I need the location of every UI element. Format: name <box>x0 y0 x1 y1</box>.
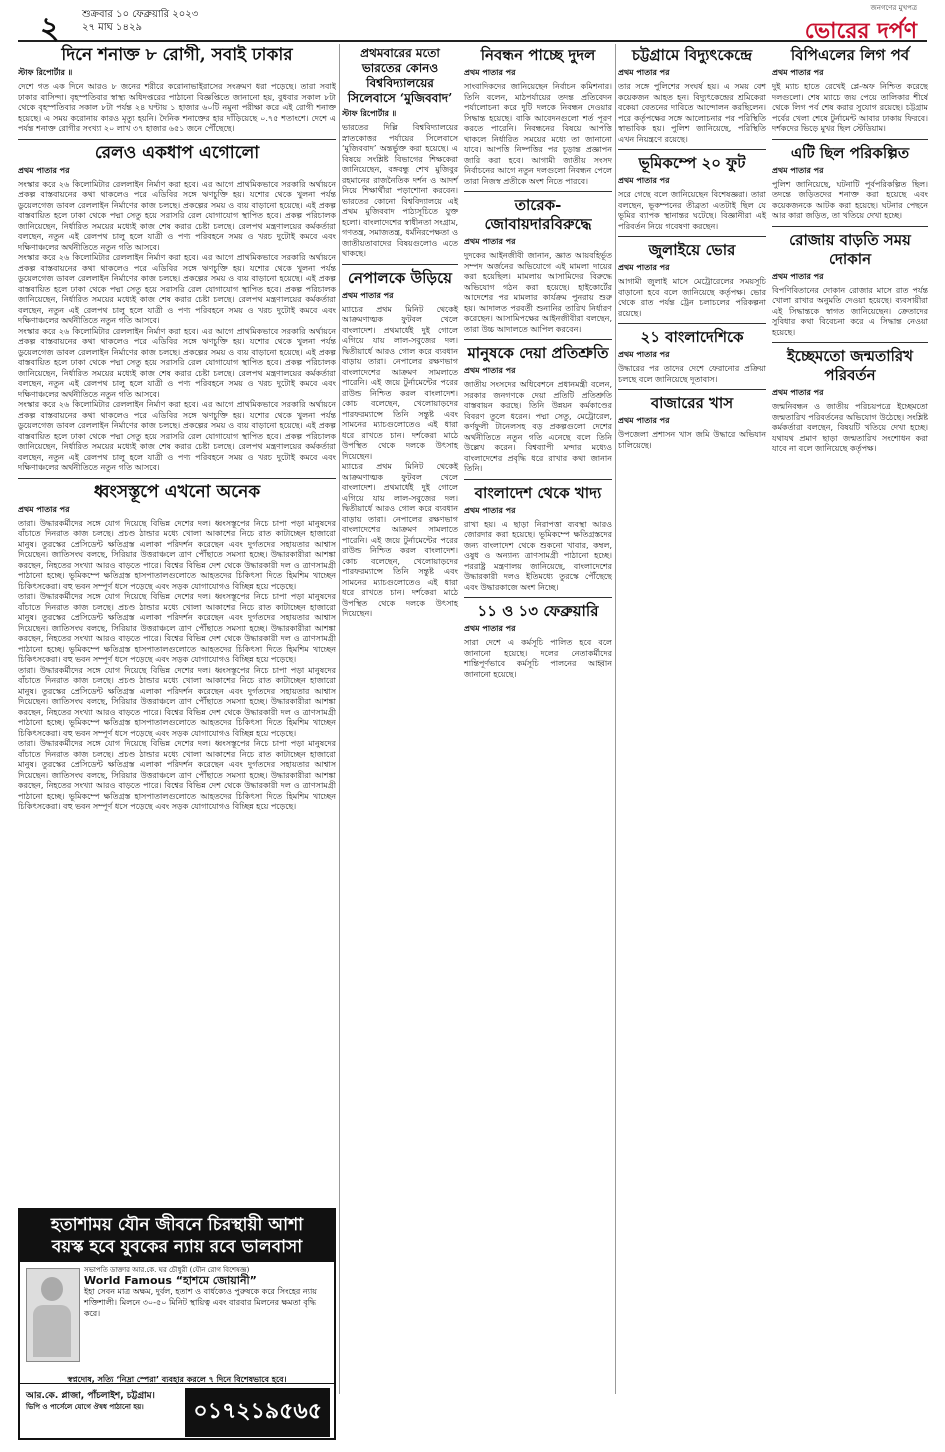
right-subcolumn-a <box>618 44 766 451</box>
article-body: আগামী জুলাই মাসে মেট্রোরেলের সময়সূচি বাড়ানো হবে বলে জানিয়েছে কর্তৃপক্ষ। ভোর থেকে রাত পর্যন্ত ট্রেন চলাচলের পরিকল্পনা রয়েছে। <box>618 277 766 318</box>
byline: প্রথম পাতার পর <box>618 68 670 77</box>
ad-phone: ০১৭২১৯৫৬৫ <box>185 1388 330 1437</box>
article-body: ম্যাচের প্রথম মিনিট থেকেই আক্রমণাত্মক ফুটবল খেলে বাংলাদেশ। প্রথমার্ধেই দুই গোলে এগিয়ে যায় লাল-সবুজের দল। দ্বিতীয়ার্ধে আরও গোল করে ব্যবধান বাড়ায় তারা। নেপালের রক্ষণভাগ বাংলাদেশের আক্রমণ সামলাতে পারেনি। এই জয়ে টুর্নামেন্টের পরের রাউন্ড নিশ্চিত করল বাংলাদেশ। কোচ বলেছেন, খেলোয়াড়দের পারফরম্যান্সে তিনি সন্তুষ্ট এবং সামনের ম্যাচগুলোতেও এই ধারা ধরে রাখতে চান। দর্শকেরা মাঠে উপস্থিত থেকে দলকে উৎসাহ দিয়েছেন। <box>342 462 458 618</box>
byline: স্টাফ রিপোর্টার ॥ <box>18 68 73 77</box>
byline: প্রথম পাতার পর <box>618 176 670 185</box>
headline: ১১ ও ১৩ ফেব্রুয়ারি <box>477 602 599 620</box>
ad-text <box>84 1266 328 1319</box>
portrait-head <box>41 1277 63 1301</box>
headline: ইচ্ছেমতো জন্মতারিখ পরিবর্তন <box>787 347 913 384</box>
right-subcolumn-b <box>772 44 928 455</box>
portrait-torso <box>33 1305 71 1357</box>
divider <box>618 236 766 237</box>
headline: বিপিএলের লিগ পর্ব <box>790 46 910 64</box>
article-body: জাতীয় সংসদের অধিবেশনে প্রধানমন্ত্রী বলেন, সরকার জনগণকে দেয়া প্রতিটি প্রতিশ্রুতি বাস্তবায়ন করছে। তিনি উন্নয়ন কর্মকাণ্ডের বিবরণ তুলে ধরেন। পদ্মা সেতু, মেট্রোরেল, কর্ণফুলী টানেলসহ বড় প্রকল্পগুলো দেশের অর্থনীতিতে নতুন গতি এনেছে বলে তিনি উল্লেখ করেন। বিশ্বব্যাপী মন্দার মধ্যেও বাংলাদেশের প্রবৃদ্ধি ধরে রাখার কথা জানান তিনি। <box>464 380 612 473</box>
byline: প্রথম পাতার পর <box>464 505 516 515</box>
brand-name: ভোরের দর্পণ <box>804 18 917 44</box>
byline: প্রথম পাতার পর <box>618 263 670 272</box>
advertisement <box>18 1208 336 1440</box>
page-header <box>18 0 927 46</box>
headline: রোজায় বাড়তি সময় দোকান <box>789 230 911 268</box>
divider <box>18 478 336 479</box>
date-bengali: ২৭ মাঘ ১৪২৯ <box>82 22 142 33</box>
ad-delivery-note: ভিপি ও পার্সেলে যোগে ঔষধ পাঠানো হয়। <box>26 1403 144 1411</box>
headline: এটি ছিল পরিকল্পিত <box>790 143 910 162</box>
brand-tagline: জনগণের মুখপত্র <box>870 4 917 12</box>
byline: প্রথম পাতার পর <box>18 165 70 175</box>
divider <box>618 389 766 390</box>
date-gregorian: শুক্রবার ১০ ফেব্রুয়ারি ২০২৩ <box>82 9 199 20</box>
article-body: তার সঙ্গে পুলিশের সংঘর্ষ হয়। এ সময় বেশ কয়েকজন আহত হন। বিদ্যুৎকেন্দ্রের শ্রমিকেরা বকেয়া বেতনের দাবিতে আন্দোলন করছিলেন। পরে কর্তৃপক্ষের সঙ্গে আলোচনার পর পরিস্থিতি স্বাভাবিক হয়। পুলিশ জানিয়েছে, পরিস্থিতি এখন নিয়ন্ত্রণে রয়েছে। <box>618 82 766 144</box>
article-body: দুই ম্যাচ হাতে রেখেই প্লে-অফ নিশ্চিত করেছে দলগুলো। শেষ ম্যাচে জয় পেয়ে তালিকার শীর্ষে থেকে লিগ পর্ব শেষ করার সুযোগ রয়েছে। চট্টগ্রাম পর্বের খেলা শেষে টুর্নামেন্ট আবার ঢাকায় ফিরবে। দর্শকদের ভিড়ে মুখর ছিল স্টেডিয়াম। <box>772 82 928 133</box>
divider <box>618 323 766 324</box>
headline: জুলাইয়ে ভোর <box>648 241 736 259</box>
byline: প্রথম পাতার পর <box>464 624 516 633</box>
article-body: তারা। উদ্ধারকর্মীদের সঙ্গে যোগ দিয়েছে বিভিন্ন দেশের দল। ধ্বংসস্তূপের নিচে চাপা পড়া মানুষদের বাঁচাতে দিনরাত কাজ চলছে। প্রচণ্ড ঠান্ডার মধ্যে খোলা আকাশের নিচে রাত কাটাচ্ছেন হাজারো মানুষ। তুরস্কের প্রেসিডেন্ট ক্ষতিগ্রস্ত এলাকা পরিদর্শন করেছেন এবং দুর্গতদের সহায়তার আশ্বাস দিয়েছেন। জাতিসংঘ বলছে, সিরিয়ার উত্তরাঞ্চলে ত্রাণ পৌঁছাতে সমস্যা হচ্ছে। উদ্ধারকারীরা আশঙ্কা করছেন, নিহতের সংখ্যা আরও বাড়তে পারে। বিশ্বের বিভিন্ন দেশ থেকে উদ্ধারকারী দল ও ত্রাণসামগ্রী পাঠানো হচ্ছে। ভূমিকম্পে ক্ষতিগ্রস্ত হাসপাতালগুলোতে আহতদের চিকিৎসা দিতে হিমশিম খাচ্ছেন চিকিৎসকেরা। বহু ভবন সম্পূর্ণ ধসে পড়েছে এবং সড়ক যোগাযোগও বিচ্ছিন্ন হয়ে পড়েছে। <box>18 592 336 664</box>
byline: প্রথম পাতার পর <box>464 237 516 246</box>
article-body: সংস্কার করে ২৬ কিলোমিটার রেললাইন নির্মাণ করা হবে। এর আগে প্রাথমিকভাবে সরকারি অর্থায়নে প্রকল্প বাস্তবায়নের কথা থাকলেও পরে এডিবির সঙ্গে ঋণচুক্তি হয়। যশোর থেকে খুলনা পর্যন্ত ডুয়েলগেজ ডাবল রেললাইন নির্মাণের কাজ চলছে। প্রকল্পের সময় ও ব্যয় বাড়ানো হয়েছে। এই প্রকল্প বাস্তবায়িত হলে ঢাকা থেকে পদ্মা সেতু হয়ে সরাসরি রেল যোগাযোগ স্থাপিত হবে। প্রকল্প পরিচালক জানিয়েছেন, নির্ধারিত সময়ের মধ্যেই কাজ শেষ করার চেষ্টা চলছে। রেলপথ মন্ত্রণালয়ের কর্মকর্তারা বলছেন, নতুন এই রেলপথ চালু হলে যাত্রী ও পণ্য পরিবহনে সময় ও খরচ দুটোই কমবে এবং দক্ষিণাঞ্চলের অর্থনীতিতে নতুন গতি আসবে। <box>18 400 336 472</box>
ad-headline-line-2: বয়স্ক হবে যুবকের ন্যায় রবে ভালবাসা <box>51 1237 303 1257</box>
sidebar-story <box>342 44 458 620</box>
column-middle <box>342 44 612 1394</box>
divider <box>464 479 612 480</box>
divider <box>464 339 612 340</box>
byline: প্রথম পাতার পর <box>464 68 516 77</box>
doctor-photo <box>26 1268 80 1362</box>
column-right <box>618 44 928 1394</box>
headline: ২১ বাংলাদেশিকে <box>640 328 744 346</box>
article-body: পুলিশ জানিয়েছে, ঘটনাটি পূর্বপরিকল্পিত ছিল। তদন্তে জড়িতদের শনাক্ত করা হয়েছে এবং কয়েকজনকে আটক করা হয়েছে। ঘটনার পেছনে আর কারা জড়িত, তা খতিয়ে দেখা হচ্ছে। <box>772 179 928 220</box>
headline: নিবন্ধন পাচ্ছে দুদল <box>480 46 596 64</box>
divider <box>464 191 612 192</box>
byline: প্রথম পাতার পর <box>342 290 394 300</box>
divider <box>18 139 336 140</box>
article-body: তারা। উদ্ধারকর্মীদের সঙ্গে যোগ দিয়েছে বিভিন্ন দেশের দল। ধ্বংসস্তূপের নিচে চাপা পড়া মানুষদের বাঁচাতে দিনরাত কাজ চলছে। প্রচণ্ড ঠান্ডার মধ্যে খোলা আকাশের নিচে রাত কাটাচ্ছেন হাজারো মানুষ। তুরস্কের প্রেসিডেন্ট ক্ষতিগ্রস্ত এলাকা পরিদর্শন করেছেন এবং দুর্গতদের সহায়তার আশ্বাস দিয়েছেন। জাতিসংঘ বলছে, সিরিয়ার উত্তরাঞ্চলে ত্রাণ পৌঁছাতে সমস্যা হচ্ছে। উদ্ধারকারীরা আশঙ্কা করছেন, নিহতের সংখ্যা আরও বাড়তে পারে। বিশ্বের বিভিন্ন দেশ থেকে উদ্ধারকারী দল ও ত্রাণসামগ্রী পাঠানো হচ্ছে। ভূমিকম্পে ক্ষতিগ্রস্ত হাসপাতালগুলোতে আহতদের চিকিৎসা দিতে হিমশিম খাচ্ছেন চিকিৎসকেরা। বহু ভবন সম্পূর্ণ ধসে পড়েছে এবং সড়ক যোগাযোগও বিচ্ছিন্ন হয়ে পড়েছে। <box>18 739 336 811</box>
article-body: ভারতের দিল্লি বিশ্ববিদ্যালয়ের স্নাতকোত্তর পর্যায়ের সিলেবাসে ‘মুজিববাদ’ অন্তর্ভুক্ত করা হয়েছে। এ বিষয়ে সংশ্লিষ্ট বিভাগের শিক্ষকেরা জানিয়েছেন, বঙ্গবন্ধু শেখ মুজিবুর রহমানের রাজনৈতিক দর্শন ও আদর্শ নিয়ে শিক্ষার্থীরা পড়াশোনা করবেন। ভারতের কোনো বিশ্ববিদ্যালয়ে এই প্রথম মুজিববাদ পাঠ্যসূচিতে যুক্ত হলো। বাংলাদেশের স্বাধীনতা সংগ্রাম, গণতন্ত্র, সমাজতন্ত্র, ধর্মনিরপেক্ষতা ও জাতীয়তাবাদের বিষয়গুলোও এতে থাকছে। <box>342 123 458 258</box>
article-body: ম্যাচের প্রথম মিনিট থেকেই আক্রমণাত্মক ফুটবল খেলে বাংলাদেশ। প্রথমার্ধেই দুই গোলে এগিয়ে যায় লাল-সবুজের দল। দ্বিতীয়ার্ধে আরও গোল করে ব্যবধান বাড়ায় তারা। নেপালের রক্ষণভাগ বাংলাদেশের আক্রমণ সামলাতে পারেনি। এই জয়ে টুর্নামেন্টের পরের রাউন্ড নিশ্চিত করল বাংলাদেশ। কোচ বলেছেন, খেলোয়াড়দের পারফরম্যান্সে তিনি সন্তুষ্ট এবং সামনের ম্যাচগুলোতেও এই ধারা ধরে রাখতে চান। দর্শকেরা মাঠে উপস্থিত থেকে দলকে উৎসাহ দিয়েছেন। <box>342 304 458 461</box>
ad-headline-line-1: হতাশাময় যৌন জীবনে চিরস্থায়ী আশা <box>50 1215 304 1235</box>
ad-subtitle: সভাপতি ডাক্তার আর.কে. ঘর চৌধুরী (যৌন রোগ বিশেষজ্ঞ) <box>84 1266 250 1274</box>
article-body: জন্মনিবন্ধন ও জাতীয় পরিচয়পত্রে ইচ্ছেমতো জন্মতারিখ পরিবর্তনের অভিযোগ উঠেছে। সংশ্লিষ্ট কর্মকর্তারা বলছেন, বিষয়টি খতিয়ে দেখা হচ্ছে। যথাযথ প্রমাণ ছাড়া জন্মতারিখ সংশোধন করা যাবে না বলে জানিয়েছে কর্তৃপক্ষ। <box>772 402 928 453</box>
byline: প্রথম পাতার পর <box>618 350 670 359</box>
article-body: সংস্কার করে ২৬ কিলোমিটার রেললাইন নির্মাণ করা হবে। এর আগে প্রাথমিকভাবে সরকারি অর্থায়নে প্রকল্প বাস্তবায়নের কথা থাকলেও পরে এডিবির সঙ্গে ঋণচুক্তি হয়। যশোর থেকে খুলনা পর্যন্ত ডুয়েলগেজ ডাবল রেললাইন নির্মাণের কাজ চলছে। প্রকল্পের সময় ও ব্যয় বাড়ানো হয়েছে। এই প্রকল্প বাস্তবায়িত হলে ঢাকা থেকে পদ্মা সেতু হয়ে সরাসরি রেল যোগাযোগ স্থাপিত হবে। প্রকল্প পরিচালক জানিয়েছেন, নির্ধারিত সময়ের মধ্যেই কাজ শেষ করার চেষ্টা চলছে। রেলপথ মন্ত্রণালয়ের কর্মকর্তারা বলছেন, নতুন এই রেলপথ চালু হলে যাত্রী ও পণ্য পরিবহনে সময় ও খরচ দুটোই কমবে এবং দক্ষিণাঞ্চলের অর্থনীতিতে নতুন গতি আসবে। <box>18 326 336 399</box>
byline: প্রথম পাতার পর <box>464 366 516 375</box>
article-body: সংস্কার করে ২৬ কিলোমিটার রেললাইন নির্মাণ করা হবে। এর আগে প্রাথমিকভাবে সরকারি অর্থায়নে প্রকল্প বাস্তবায়নের কথা থাকলেও পরে এডিবির সঙ্গে ঋণচুক্তি হয়। যশোর থেকে খুলনা পর্যন্ত ডুয়েলগেজ ডাবল রেললাইন নির্মাণের কাজ চলছে। প্রকল্পের সময় ও ব্যয় বাড়ানো হয়েছে। এই প্রকল্প বাস্তবায়িত হলে ঢাকা থেকে পদ্মা সেতু হয়ে সরাসরি রেল যোগাযোগ স্থাপিত হবে। প্রকল্প পরিচালক জানিয়েছেন, নির্ধারিত সময়ের মধ্যেই কাজ শেষ করার চেষ্টা চলছে। রেলপথ মন্ত্রণালয়ের কর্মকর্তারা বলছেন, নতুন এই রেলপথ চালু হলে যাত্রী ও পণ্য পরিবহনে সময় ও খরচ দুটোই কমবে এবং দক্ষিণাঞ্চলের অর্থনীতিতে নতুন গতি আসবে। <box>18 179 336 252</box>
headline: দিনে শনাক্ত ৮ রোগী, সবাই ঢাকার <box>61 45 293 65</box>
column-left <box>18 44 336 1204</box>
ad-address <box>26 1390 166 1412</box>
divider <box>618 149 766 150</box>
ad-strip: স্বপ্নদোষ, সত্যি ‘নিদ্রা স্পেরা’ ব্যবহার করলে ৭ দিনে বিশেষভাবে হবে। <box>67 1375 287 1384</box>
byline: প্রথম পাতার পর <box>772 165 824 175</box>
byline: প্রথম পাতার পর <box>18 504 70 514</box>
article-body: সংস্কার করে ২৬ কিলোমিটার রেললাইন নির্মাণ করা হবে। এর আগে প্রাথমিকভাবে সরকারি অর্থায়নে প্রকল্প বাস্তবায়নের কথা থাকলেও পরে এডিবির সঙ্গে ঋণচুক্তি হয়। যশোর থেকে খুলনা পর্যন্ত ডুয়েলগেজ ডাবল রেললাইন নির্মাণের কাজ চলছে। প্রকল্পের সময় ও ব্যয় বাড়ানো হয়েছে। এই প্রকল্প বাস্তবায়িত হলে ঢাকা থেকে পদ্মা সেতু হয়ে সরাসরি রেল যোগাযোগ স্থাপিত হবে। প্রকল্প পরিচালক জানিয়েছেন, নির্ধারিত সময়ের মধ্যেই কাজ শেষ করার চেষ্টা চলছে। রেলপথ মন্ত্রণালয়ের কর্মকর্তারা বলছেন, নতুন এই রেলপথ চালু হলে যাত্রী ও পণ্য পরিবহনে সময় ও খরচ দুটোই কমবে এবং দক্ষিণাঞ্চলের অর্থনীতিতে নতুন গতি আসবে। <box>18 253 336 325</box>
article-body: সরে গেছে বলে জানিয়েছেন বিশেষজ্ঞরা। তারা বলছেন, ভূকম্পনের তীব্রতা এতটাই ছিল যে ভূমির ব্যাপক স্থানান্তর ঘটেছে। বিজ্ঞানীরা এই পরিবর্তন নিয়ে গবেষণা করছেন। <box>618 190 766 231</box>
byline: প্রথম পাতার পর <box>618 416 670 425</box>
headline: নেপালকে উড়িয়ে <box>347 268 453 287</box>
divider <box>772 139 928 140</box>
date-line <box>82 8 198 34</box>
ad-headline <box>20 1210 334 1262</box>
byline: প্রথম পাতার পর <box>772 271 824 281</box>
headline: প্রথমবারের মতো ভারতের কোনও বিশ্ববিদ্যালয়ের সিলেবাসে ‘মুজিববাদ’ <box>347 46 453 105</box>
divider <box>464 597 612 598</box>
article-body: রাখা হয়। এ ছাড়া নিরাপত্তা ব্যবস্থা আরও জোরদার করা হয়েছে। ভূমিকম্পে ক্ষতিগ্রস্তদের জন্য বাংলাদেশ থেকে শুকনো খাবার, কম্বল, ওষুধ ও অন্যান্য ত্রাণসামগ্রী পাঠানো হচ্ছে। পররাষ্ট্র মন্ত্রণালয় জানিয়েছে, বাংলাদেশের উদ্ধারকারী দলও ইতিমধ্যে তুরস্কে পৌঁছেছে এবং উদ্ধারকাজে অংশ নিচ্ছে। <box>464 519 612 592</box>
article-body: সাংবাদিকদের জানিয়েছেন নির্বাচন কমিশনার। তিনি বলেন, মাঠপর্যায়ের তদন্ত প্রতিবেদন পর্যালোচনা করে দুটি দলকে নিবন্ধন দেওয়ার সিদ্ধান্ত হয়েছে। বাকি আবেদনগুলো শর্ত পূরণ করতে পারেনি। নিবন্ধনের বিষয়ে আপত্তি থাকলে নির্ধারিত সময়ের মধ্যে তা জানানো যাবে। আপত্তি নিষ্পত্তির পর চূড়ান্ত প্রজ্ঞাপন জারি করা হবে। আগামী জাতীয় সংসদ নির্বাচনের আগে নতুন দলগুলো নিবন্ধন পেলে তারা নিজস্ব প্রতীকে অংশ নিতে পারবে। <box>464 82 612 186</box>
headline: বাজারের খাস <box>650 394 734 412</box>
ad-product-name: World Famous “হাশমে জোয়ানী” <box>84 1274 257 1287</box>
headline: চট্টগ্রামে বিদ্যুৎকেন্দ্রে <box>631 46 753 64</box>
headline: ভূমিকম্পে ২০ ফুট <box>638 154 746 172</box>
article-body: সারা দেশে এ কর্মসূচি পালিত হবে বলে জানানো হয়েছে। দলের নেতাকর্মীদের শান্তিপূর্ণভাবে কর্মসূচি পালনের আহ্বান জানানো হয়েছে। <box>464 638 612 679</box>
divider <box>342 264 458 265</box>
headline: ধ্বংসস্তূপে এখনো অনেক <box>93 481 261 502</box>
article-body: উদ্ধারের পর তাদের দেশে ফেরানোর প্রক্রিয়া চলছে বলে জানিয়েছে দূতাবাস। <box>618 364 766 384</box>
headline: রেলও একধাপ এগোলো <box>94 142 260 163</box>
byline: প্রথম পাতার পর <box>772 388 824 397</box>
ad-body: ইহা সেবন মাত্র অক্ষম, দুর্বল, হতাশ ও বার্ধক্যেও পুরুষকে করে সিংহের ন্যায় শক্তিশালী। মিলনে ৩০-৫০ মিনিট স্থায়িত্ব এবং বারবার মিলনের ক্ষমতা বৃদ্ধি করে। <box>84 1287 317 1318</box>
page-number: ২ <box>40 11 60 46</box>
headline: মানুষকে দেয়া প্রতিশ্রুতি <box>467 344 609 362</box>
ad-address-line: আর.কে. প্লাজা, পাঁচলাইশ, চট্টগ্রাম। <box>26 1391 155 1401</box>
ad-contact <box>20 1383 334 1438</box>
article-body: দুদকের আইনজীবী জানান, জ্ঞাত আয়বহির্ভূত সম্পদ অর্জনের অভিযোগে এই মামলা দায়ের করা হয়েছিল। মামলায় আসামিদের বিরুদ্ধে অভিযোগ গঠন করা হয়েছে। হাইকোর্টের আদেশের পর মামলার কার্যক্রম পুনরায় শুরু হয়। আদালত পরবর্তী শুনানির তারিখ নির্ধারণ করেছেন। আসামিপক্ষের আইনজীবীরা বলছেন, তারা উচ্চ আদালতে আপিল করবেন। <box>464 251 612 334</box>
article-body: বিপণিবিতানের দোকান রোজার মাসে রাত পর্যন্ত খোলা রাখার অনুমতি দেওয়া হয়েছে। ব্যবসায়ীরা এই সিদ্ধান্তকে স্বাগত জানিয়েছেন। ক্রেতাদের সুবিধার কথা বিবেচনা করে এ সিদ্ধান্ত নেওয়া হয়েছে। <box>772 285 928 337</box>
headline: তারেক-জোবায়দারবিরুদ্ধে <box>484 196 592 233</box>
article-body: উপজেলা প্রশাসন খাস জমি উদ্ধারে অভিযান চালিয়েছে। <box>618 430 766 450</box>
ad-content <box>20 1262 334 1372</box>
article-body: তারা। উদ্ধারকর্মীদের সঙ্গে যোগ দিয়েছে বিভিন্ন দেশের দল। ধ্বংসস্তূপের নিচে চাপা পড়া মানুষদের বাঁচাতে দিনরাত কাজ চলছে। প্রচণ্ড ঠান্ডার মধ্যে খোলা আকাশের নিচে রাত কাটাচ্ছেন হাজারো মানুষ। তুরস্কের প্রেসিডেন্ট ক্ষতিগ্রস্ত এলাকা পরিদর্শন করেছেন এবং দুর্গতদের সহায়তার আশ্বাস দিয়েছেন। জাতিসংঘ বলছে, সিরিয়ার উত্তরাঞ্চলে ত্রাণ পৌঁছাতে সমস্যা হচ্ছে। উদ্ধারকারীরা আশঙ্কা করছেন, নিহতের সংখ্যা আরও বাড়তে পারে। বিশ্বের বিভিন্ন দেশ থেকে উদ্ধারকারী দল ও ত্রাণসামগ্রী পাঠানো হচ্ছে। ভূমিকম্পে ক্ষতিগ্রস্ত হাসপাতালগুলোতে আহতদের চিকিৎসা দিতে হিমশিম খাচ্ছেন চিকিৎসকেরা। বহু ভবন সম্পূর্ণ ধসে পড়েছে এবং সড়ক যোগাযোগও বিচ্ছিন্ন হয়ে পড়েছে। <box>18 665 336 738</box>
column-divider <box>615 44 616 1394</box>
main-stories <box>464 44 612 680</box>
byline: প্রথম পাতার পর <box>772 68 824 77</box>
headline: বাংলাদেশ থেকে খাদ্য <box>474 483 602 502</box>
byline: স্টাফ রিপোর্টার ॥ <box>342 109 397 118</box>
divider <box>772 342 928 343</box>
divider <box>772 226 928 227</box>
column-divider <box>339 44 340 1394</box>
article-body: দেশে গত এক দিনে আরও ৮ জনের শরীরে করোনাভাইরাসের সংক্রমণ ধরা পড়েছে। তারা সবাই ঢাকার বাসিন্দা। বৃহস্পতিবার স্বাস্থ্য অধিদপ্তরের পাঠানো বিজ্ঞপ্তিতে জানানো হয়, বুধবার সকাল ৮টা থেকে বৃহস্পতিবার সকাল ৮টা পর্যন্ত ২৪ ঘণ্টায় ১ হাজার ৬০টি নমুনা পরীক্ষা করে এই রোগী শনাক্ত হয়েছে। এ সময় করোনায় কারও মৃত্যু হয়নি। দৈনিক শনাক্তের হার দাঁড়িয়েছে ০.৭৫ শতাংশে। দেশে এ পর্যন্ত শনাক্ত রোগীর সংখ্যা ২০ লাখ ৩৭ হাজার ৬৫১ জনে পৌঁছেছে। <box>18 82 336 133</box>
article-body: তারা। উদ্ধারকর্মীদের সঙ্গে যোগ দিয়েছে বিভিন্ন দেশের দল। ধ্বংসস্তূপের নিচে চাপা পড়া মানুষদের বাঁচাতে দিনরাত কাজ চলছে। প্রচণ্ড ঠান্ডার মধ্যে খোলা আকাশের নিচে রাত কাটাচ্ছেন হাজারো মানুষ। তুরস্কের প্রেসিডেন্ট ক্ষতিগ্রস্ত এলাকা পরিদর্শন করেছেন এবং দুর্গতদের সহায়তার আশ্বাস দিয়েছেন। জাতিসংঘ বলছে, সিরিয়ার উত্তরাঞ্চলে ত্রাণ পৌঁছাতে সমস্যা হচ্ছে। উদ্ধারকারীরা আশঙ্কা করছেন, নিহতের সংখ্যা আরও বাড়তে পারে। বিশ্বের বিভিন্ন দেশ থেকে উদ্ধারকারী দল ও ত্রাণসামগ্রী পাঠানো হচ্ছে। ভূমিকম্পে ক্ষতিগ্রস্ত হাসপাতালগুলোতে আহতদের চিকিৎসা দিতে হিমশিম খাচ্ছেন চিকিৎসকেরা। বহু ভবন সম্পূর্ণ ধসে পড়েছে এবং সড়ক যোগাযোগও বিচ্ছিন্ন হয়ে পড়েছে। <box>18 518 336 591</box>
